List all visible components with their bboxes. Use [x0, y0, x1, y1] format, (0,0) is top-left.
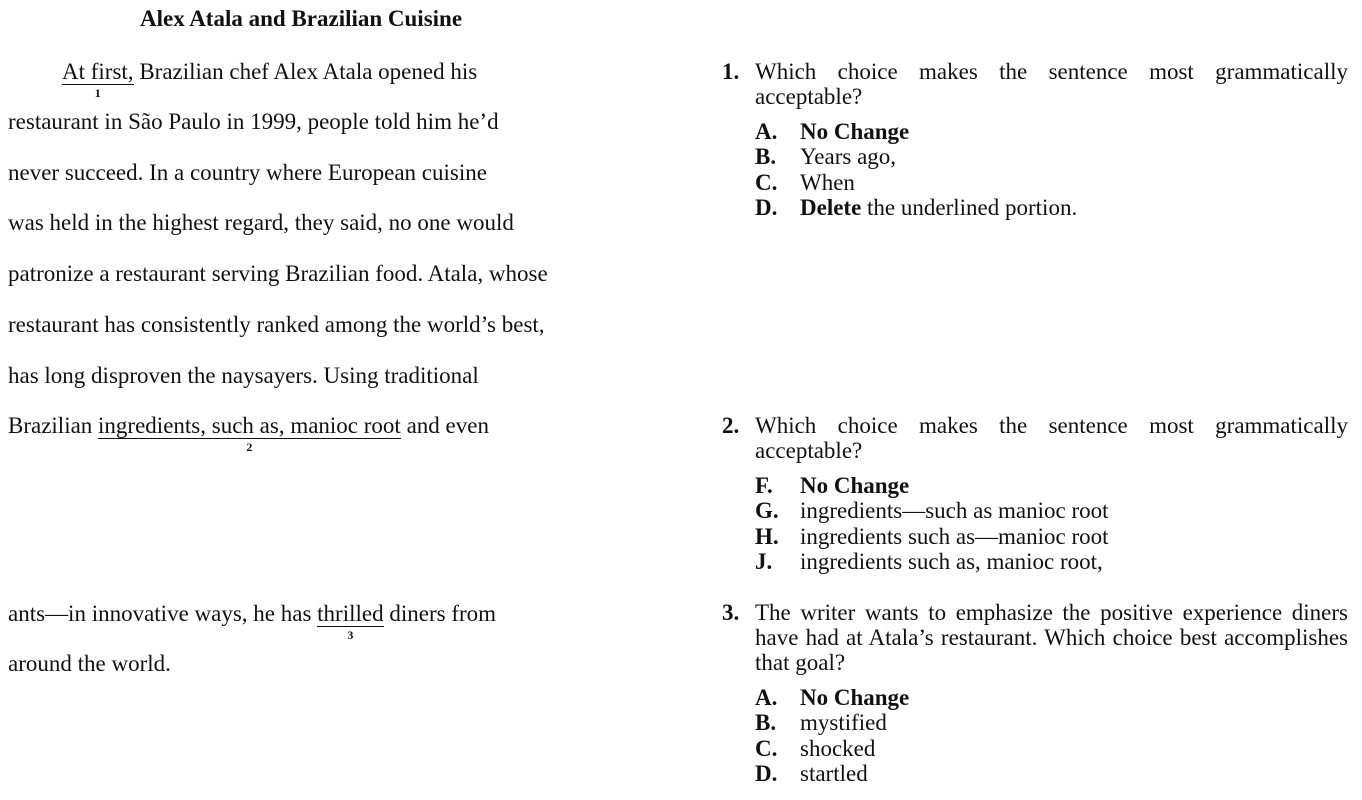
line-1-rest: Brazilian chef Alex Atala opened his: [133, 59, 478, 84]
underlined-portion-2[interactable]: [98, 413, 401, 454]
choice-f[interactable]: [755, 473, 1348, 498]
choice-d[interactable]: [755, 761, 1348, 786]
choice-letter: A.: [755, 119, 778, 144]
question-1: [722, 59, 1348, 220]
passage-line-10: around the world.: [8, 651, 171, 676]
choice-letter: B.: [755, 710, 777, 736]
choice-text: ingredients such as—manioc root: [800, 523, 1109, 549]
choice-text: startled: [800, 760, 868, 786]
question-2: [722, 413, 1348, 574]
choice-text: [800, 195, 1077, 220]
choice-b[interactable]: [755, 710, 1348, 735]
choice-d[interactable]: [755, 195, 1348, 220]
choice-a[interactable]: [755, 119, 1348, 144]
choice-text: No Change: [800, 119, 910, 144]
choice-b[interactable]: [755, 144, 1348, 169]
passage-line-1: [62, 58, 478, 100]
passage-line-8: [8, 412, 489, 454]
choice-j[interactable]: [755, 549, 1348, 574]
choice-g[interactable]: [755, 498, 1348, 523]
choice-letter: C.: [755, 169, 778, 195]
underlined-text-1: At first,: [62, 59, 134, 84]
line-8-after: and even: [400, 413, 489, 438]
choice-text: mystified: [800, 710, 887, 736]
line-8-before: Brazilian: [8, 413, 99, 438]
choice-text: shocked: [800, 735, 876, 761]
choice-letter: B.: [755, 144, 777, 170]
question-text: The writer wants to emphasize the positive experience diners have had at Atala’s restaurant. Which choice best accomplishes that goal?: [755, 600, 1348, 675]
passage-line-3: never succeed. In a country where European cuisine: [8, 160, 487, 185]
choice-a[interactable]: [755, 685, 1348, 710]
question-marker-2: 2: [246, 440, 253, 454]
passage-line-9: [8, 600, 497, 642]
question-number: 1.: [722, 59, 740, 84]
choice-c[interactable]: [755, 736, 1348, 761]
choice-text: When: [800, 169, 855, 195]
underlined-portion-1[interactable]: [62, 59, 134, 100]
underlined-text-2: ingredients, such as, manioc root: [98, 413, 401, 438]
question-text: Which choice makes the sentence most grammatically acceptable?: [755, 413, 1348, 463]
choice-letter: D.: [755, 760, 778, 786]
choice-text: ingredients such as, manioc root,: [800, 548, 1103, 574]
underlined-text-3: thrilled: [317, 601, 384, 626]
choice-letter: C.: [755, 735, 778, 761]
passage-line-2: restaurant in São Paulo in 1999, people told him he’d: [8, 109, 499, 134]
answer-choices: [722, 119, 1348, 220]
question-number: 2.: [722, 413, 740, 438]
choice-letter: H.: [755, 523, 779, 549]
passage-title: Alex Atala and Brazilian Cuisine: [140, 6, 463, 31]
choice-text: No Change: [800, 473, 910, 498]
line-9-before: ants—in innovative ways, he has: [8, 601, 318, 626]
choice-c[interactable]: [755, 170, 1348, 195]
passage-line-4: was held in the highest regard, they said, no one would: [8, 210, 514, 235]
underlined-portion-3[interactable]: [317, 601, 384, 642]
question-marker-3: 3: [347, 628, 354, 642]
choice-letter: J.: [755, 548, 773, 574]
question-3: [722, 600, 1348, 786]
choice-text-bold: Delete: [800, 194, 862, 220]
choice-letter: A.: [755, 685, 778, 710]
question-text: Which choice makes the sentence most grammatically acceptable?: [755, 59, 1348, 109]
passage-line-5: patronize a restaurant serving Brazilian food. Atala, whose: [8, 261, 548, 286]
passage-line-6: restaurant has consistently ranked among the world’s best,: [8, 312, 545, 337]
choice-letter: G.: [755, 498, 779, 524]
choice-text: No Change: [800, 685, 910, 710]
choice-letter: F.: [755, 473, 773, 498]
choice-h[interactable]: [755, 524, 1348, 549]
answer-choices: [722, 685, 1348, 786]
choice-letter: D.: [755, 194, 778, 220]
passage-line-7: has long disproven the naysayers. Using traditional: [8, 363, 479, 388]
choice-text: Years ago,: [800, 144, 897, 170]
answer-choices: [722, 473, 1348, 574]
question-number: 3.: [722, 600, 740, 625]
question-marker-1: 1: [94, 86, 101, 100]
choice-text-rest: the underlined portion.: [861, 194, 1078, 220]
line-9-after: diners from: [383, 601, 497, 626]
choice-text: ingredients—such as manioc root: [800, 498, 1109, 524]
